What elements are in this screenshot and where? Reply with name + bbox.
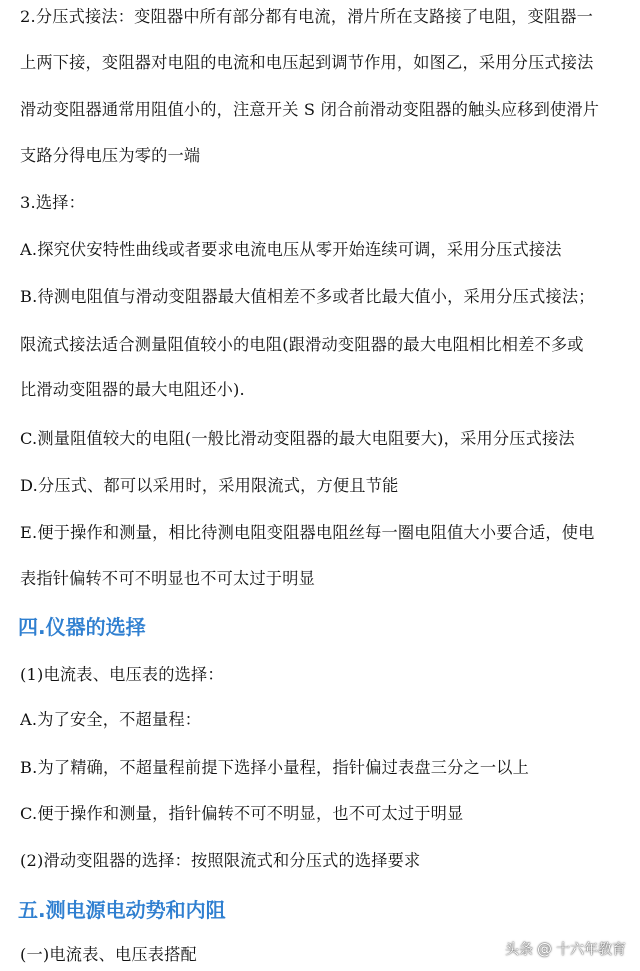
paragraph-line: 3.选择：	[20, 193, 86, 212]
paragraph-line: E.便于操作和测量，相比待测电阻变阻器电阻丝每一圈电阻值大小要合适，使电	[20, 523, 595, 542]
paragraph-line: 限流式接法适合测量阻值较小的电阻(跟滑动变阻器的最大电阻相比相差不多或	[20, 335, 584, 354]
paragraph-line: 2.分压式接法：变阻器中所有部分都有电流，滑片所在支路接了电阻，变阻器一	[20, 7, 594, 26]
paragraph-line: (一)电流表、电压表搭配	[20, 945, 197, 964]
paragraph-line: 表指针偏转不可不明显也不可太过于明显	[20, 569, 315, 588]
section-heading-5: 五.测电源电动势和内阻	[18, 898, 226, 922]
paragraph-line: (2)滑动变阻器的选择：按照限流式和分压式的选择要求	[20, 851, 421, 870]
paragraph-line: C.便于操作和测量，指针偏转不可不明显，也不可太过于明显	[20, 804, 464, 823]
paragraph-line: D.分压式、都可以采用时，采用限流式，方便且节能	[20, 476, 399, 495]
paragraph-line: B.待测电阻值与滑动变阻器最大值相差不多或者比最大值小，采用分压式接法；	[20, 287, 595, 306]
paragraph-line: 上两下接，变阻器对电阻的电流和电压起到调节作用，如图乙，采用分压式接法	[20, 53, 594, 72]
paragraph-line: 滑动变阻器通常用阻值小的，注意开关 S 闭合前滑动变阻器的触头应移到使滑片	[20, 100, 600, 119]
watermark-account: 十六年教育	[556, 942, 626, 958]
paragraph-line: (1)电流表、电压表的选择：	[20, 665, 224, 684]
watermark	[505, 936, 626, 962]
paragraph-line: A.为了安全，不超量程：	[20, 710, 202, 729]
paragraph-line: C.测量阻值较大的电阻(一般比滑动变阻器的最大电阻要大)，采用分压式接法	[20, 429, 575, 448]
at-icon: @	[537, 940, 552, 958]
watermark-prefix: 头条	[505, 942, 533, 958]
paragraph-line: 支路分得电压为零的一端	[20, 146, 201, 165]
paragraph-line: B.为了精确，不超量程前提下选择小量程，指针偏过表盘三分之一以上	[20, 758, 530, 777]
paragraph-line: A.探究伏安特性曲线或者要求电流电压从零开始连续可调，采用分压式接法	[20, 240, 562, 259]
section-heading-4: 四.仪器的选择	[18, 615, 146, 639]
paragraph-line: 比滑动变阻器的最大电阻还小).	[20, 380, 245, 399]
